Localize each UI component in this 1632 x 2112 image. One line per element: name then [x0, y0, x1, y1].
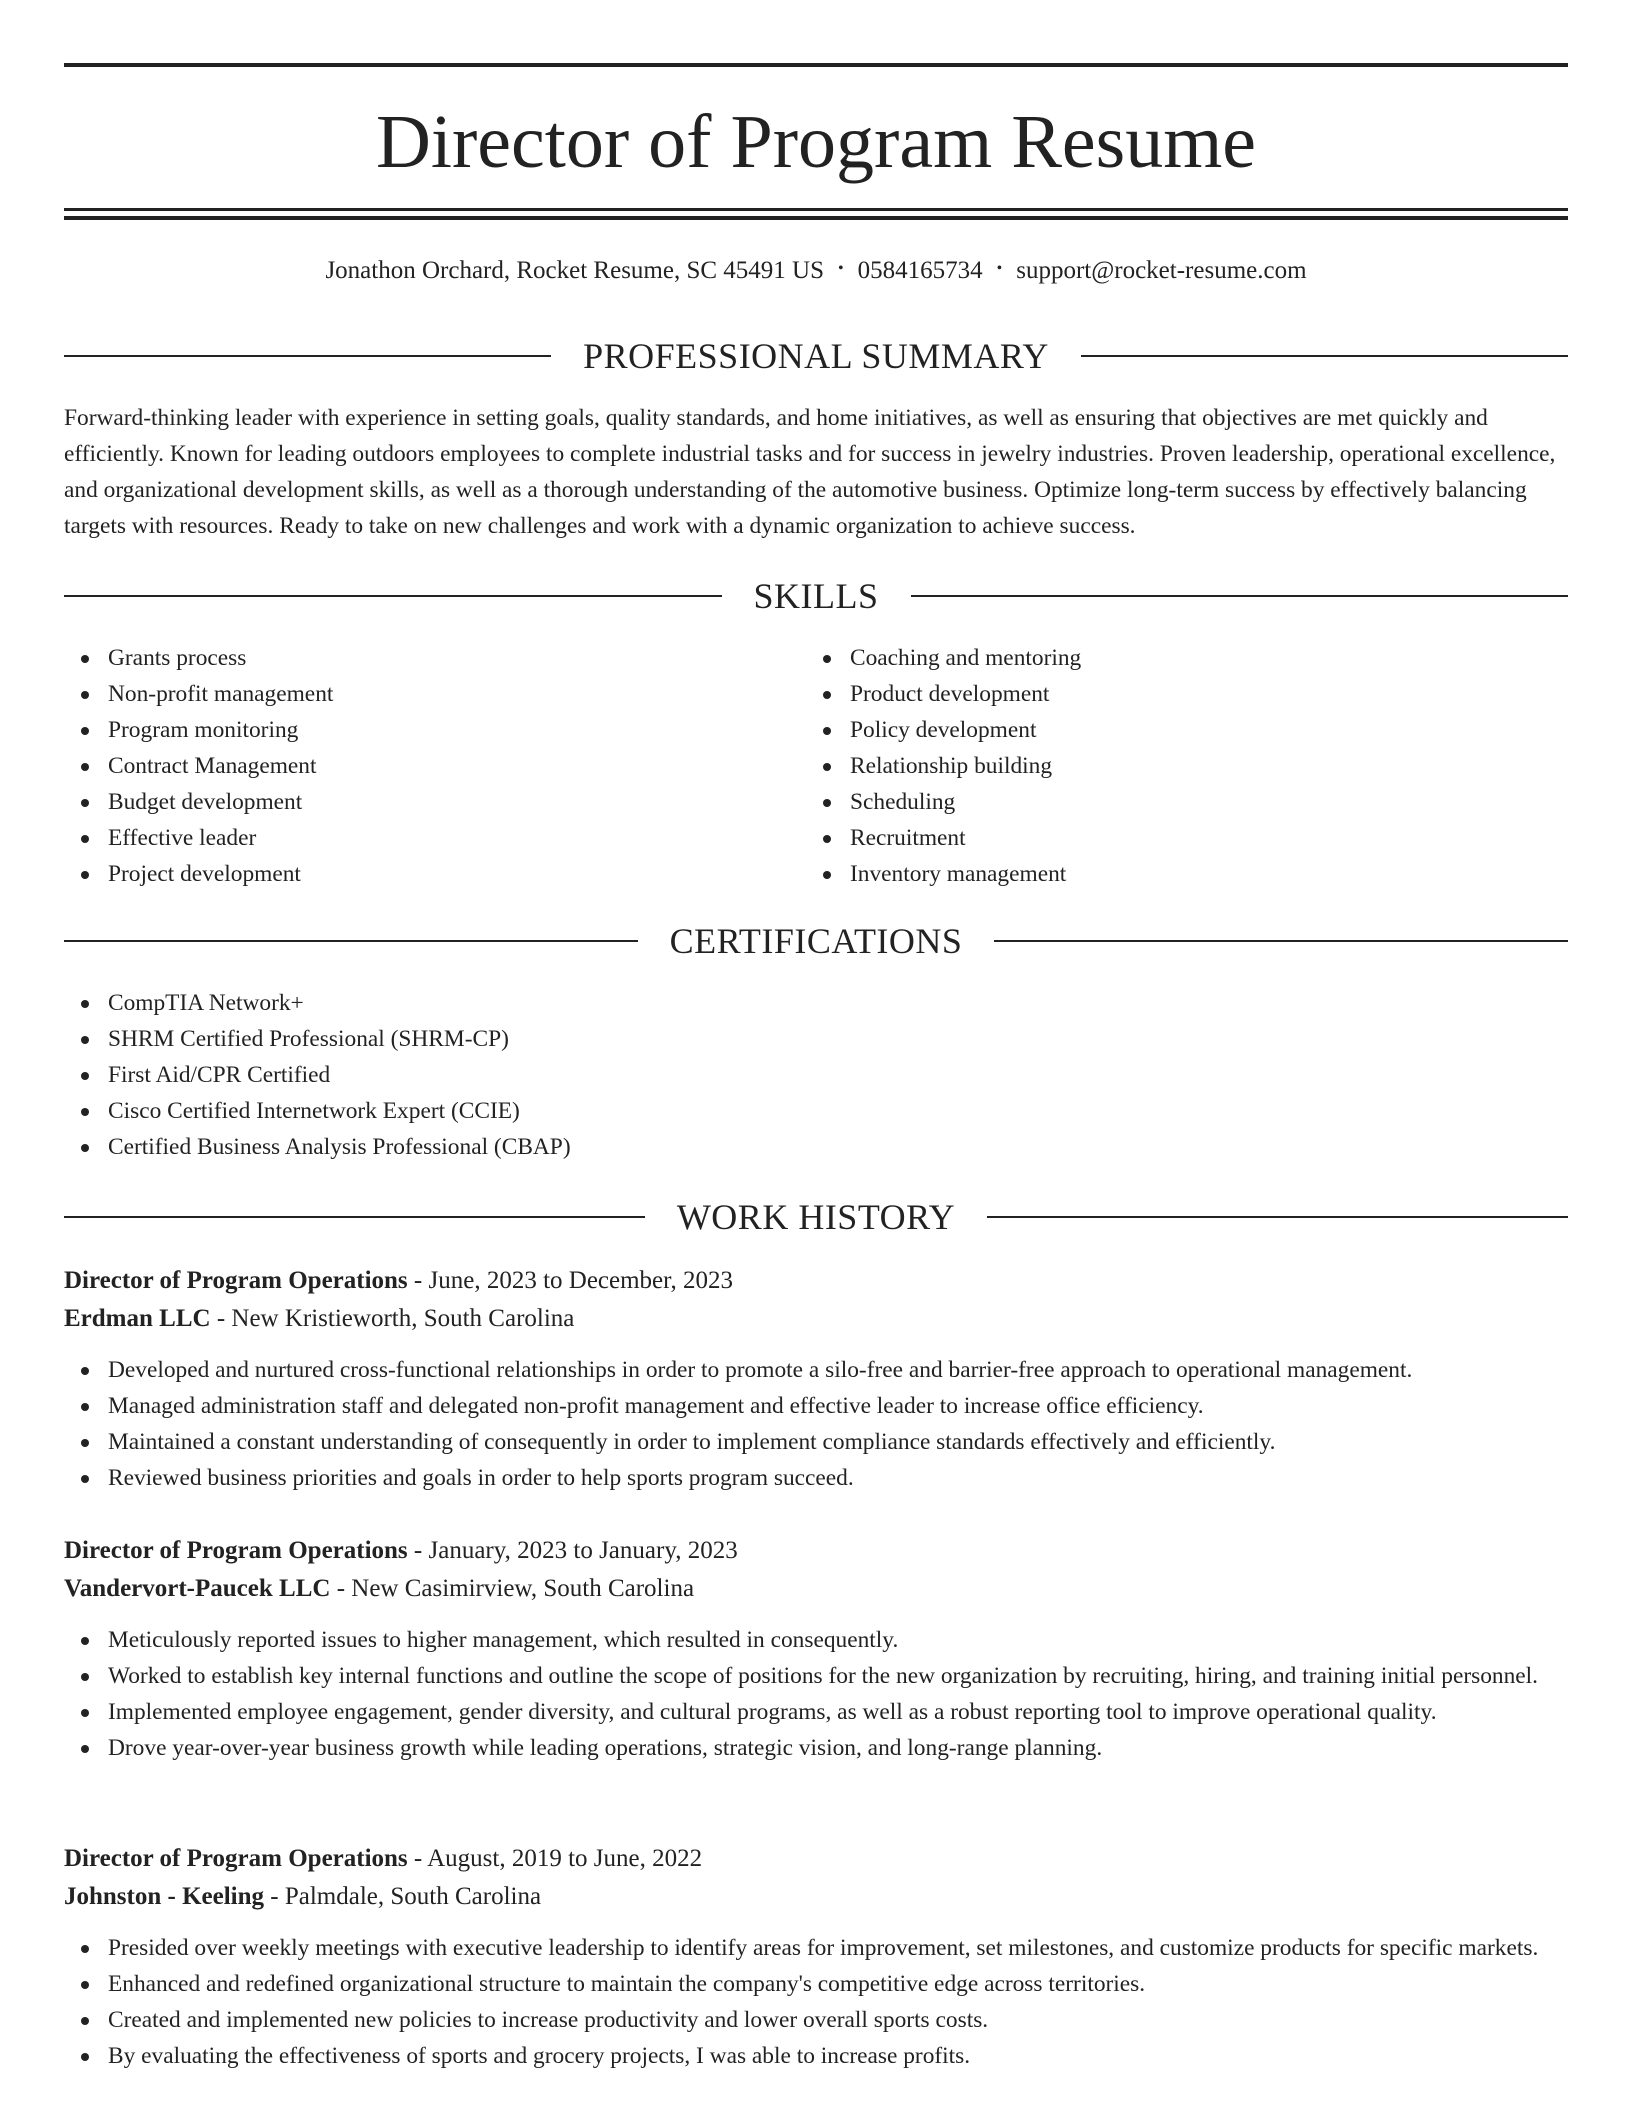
skill-item: Scheduling	[806, 784, 1546, 820]
heading-label: WORK HISTORY	[676, 1197, 956, 1237]
job-bullet: Presided over weekly meetings with executive leadership to identify areas for improvement, set milestones, and customize products for specific markets.	[64, 1930, 1568, 1966]
job-entry	[64, 1262, 1568, 1496]
skill-item: Budget development	[64, 784, 804, 820]
section-heading-skills	[64, 574, 1568, 618]
certification-item: CompTIA Network+	[64, 985, 1568, 1021]
skill-item: Effective leader	[64, 820, 804, 856]
job-bullets	[64, 1622, 1568, 1766]
certification-item: Cisco Certified Internetwork Expert (CCIE)	[64, 1093, 1568, 1129]
section-heading-certifications	[64, 919, 1568, 963]
contact-email: support@rocket-resume.com	[1016, 257, 1307, 284]
heading-rule	[64, 940, 638, 942]
job-location: - Palmdale, South Carolina	[264, 1883, 542, 1910]
certifications-list	[64, 985, 1568, 1165]
job-bullets	[64, 1352, 1568, 1496]
job-location: - New Kristieworth, South Carolina	[210, 1305, 575, 1332]
summary-text: Forward-thinking leader with experience in setting goals, quality standards, and home initiatives, as well as ensuring that objectives are met quickly and efficiently. Known for leading outdoors employees to complete industrial tasks and for success in jewelry industries. Proven leadership, operational excellence, and organizational development skills, as well as a thorough understanding of the automotive business. Optimize long-term success by effectively balancing targets with resources. Ready to take on new challenges and work with a dynamic organization to achieve success.	[64, 405, 1556, 539]
contact-phone: 0584165734	[857, 257, 983, 284]
job-bullet: Maintained a constant understanding of consequently in order to implement compliance standards effectively and efficiently.	[64, 1424, 1568, 1460]
job-role: Director of Program Operations	[64, 1845, 408, 1872]
job-bullet: Implemented employee engagement, gender diversity, and cultural programs, as well as a robust reporting tool to improve operational quality.	[64, 1694, 1568, 1730]
skill-item: Program monitoring	[64, 712, 804, 748]
job-bullets	[64, 1930, 1568, 2074]
job-bullet: Drove year-over-year business growth while leading operations, strategic vision, and long-range planning.	[64, 1730, 1568, 1766]
skills-list-right	[806, 640, 1546, 892]
job-dates: - June, 2023 to December, 2023	[407, 1267, 733, 1294]
certification-item: SHRM Certified Professional (SHRM-CP)	[64, 1021, 1568, 1057]
job-bullet: Meticulously reported issues to higher management, which resulted in consequently.	[64, 1622, 1568, 1658]
job-company-line	[64, 1570, 1568, 1608]
job-entry	[64, 1532, 1568, 1766]
job-role-line	[64, 1532, 1568, 1570]
job-dates: - January, 2023 to January, 2023	[407, 1537, 738, 1564]
job-role-line	[64, 1262, 1568, 1300]
certification-item: First Aid/CPR Certified	[64, 1057, 1568, 1093]
job-company-line	[64, 1878, 1568, 1916]
job-company: Johnston - Keeling	[64, 1883, 265, 1910]
job-location: - New Casimirview, South Carolina	[330, 1575, 695, 1602]
heading-rule	[1081, 355, 1568, 357]
section-heading-summary	[64, 334, 1568, 378]
job-bullet: By evaluating the effectiveness of sports and grocery projects, I was able to increase profits.	[64, 2038, 1568, 2074]
heading-label: PROFESSIONAL SUMMARY	[583, 336, 1049, 376]
skill-item: Inventory management	[806, 856, 1546, 892]
job-bullet: Worked to establish key internal functions and outline the scope of positions for the new organization by recruiting, hiring, and training initial personnel.	[64, 1658, 1568, 1694]
title-double-rule	[64, 208, 1568, 220]
skill-item: Policy development	[806, 712, 1546, 748]
top-rule	[64, 63, 1568, 67]
heading-rule	[987, 1216, 1568, 1218]
skill-item: Non-profit management	[64, 676, 804, 712]
job-entry	[64, 1840, 1568, 2074]
certification-item: Certified Business Analysis Professional (CBAP)	[64, 1129, 1568, 1165]
job-company-line	[64, 1300, 1568, 1338]
job-dates: - August, 2019 to June, 2022	[407, 1845, 703, 1872]
heading-label: SKILLS	[753, 576, 879, 616]
job-role: Director of Program Operations	[64, 1537, 408, 1564]
skill-item: Coaching and mentoring	[806, 640, 1546, 676]
resume-title: Director of Program Resume	[375, 100, 1257, 184]
contact-line	[64, 254, 1568, 289]
job-company: Erdman LLC	[64, 1305, 211, 1332]
job-company: Vandervort-Paucek LLC	[64, 1575, 331, 1602]
contact-separator: •	[838, 260, 844, 278]
heading-rule	[64, 355, 551, 357]
contact-address: Jonathon Orchard, Rocket Resume, SC 45491 US	[325, 257, 825, 284]
job-bullet: Enhanced and redefined organizational structure to maintain the company's competitive edge across territories.	[64, 1966, 1568, 2002]
skill-item: Project development	[64, 856, 804, 892]
skill-item: Relationship building	[806, 748, 1546, 784]
job-role: Director of Program Operations	[64, 1267, 408, 1294]
job-bullet: Managed administration staff and delegated non-profit management and effective leader to increase office efficiency.	[64, 1388, 1568, 1424]
section-heading-work-history	[64, 1195, 1568, 1239]
skill-item: Recruitment	[806, 820, 1546, 856]
skills-list-left	[64, 640, 804, 892]
heading-label: CERTIFICATIONS	[669, 921, 963, 961]
heading-rule	[64, 1216, 645, 1218]
heading-rule	[911, 595, 1569, 597]
contact-separator: •	[996, 260, 1003, 278]
job-bullet: Created and implemented new policies to increase productivity and lower overall sports costs.	[64, 2002, 1568, 2038]
job-role-line	[64, 1840, 1568, 1878]
job-bullet: Developed and nurtured cross-functional relationships in order to promote a silo-free and barrier-free approach to operational management.	[64, 1352, 1568, 1388]
heading-rule	[64, 595, 722, 597]
heading-rule	[994, 940, 1568, 942]
skill-item: Contract Management	[64, 748, 804, 784]
job-bullet: Reviewed business priorities and goals in order to help sports program succeed.	[64, 1460, 1568, 1496]
skill-item: Grants process	[64, 640, 804, 676]
skill-item: Product development	[806, 676, 1546, 712]
